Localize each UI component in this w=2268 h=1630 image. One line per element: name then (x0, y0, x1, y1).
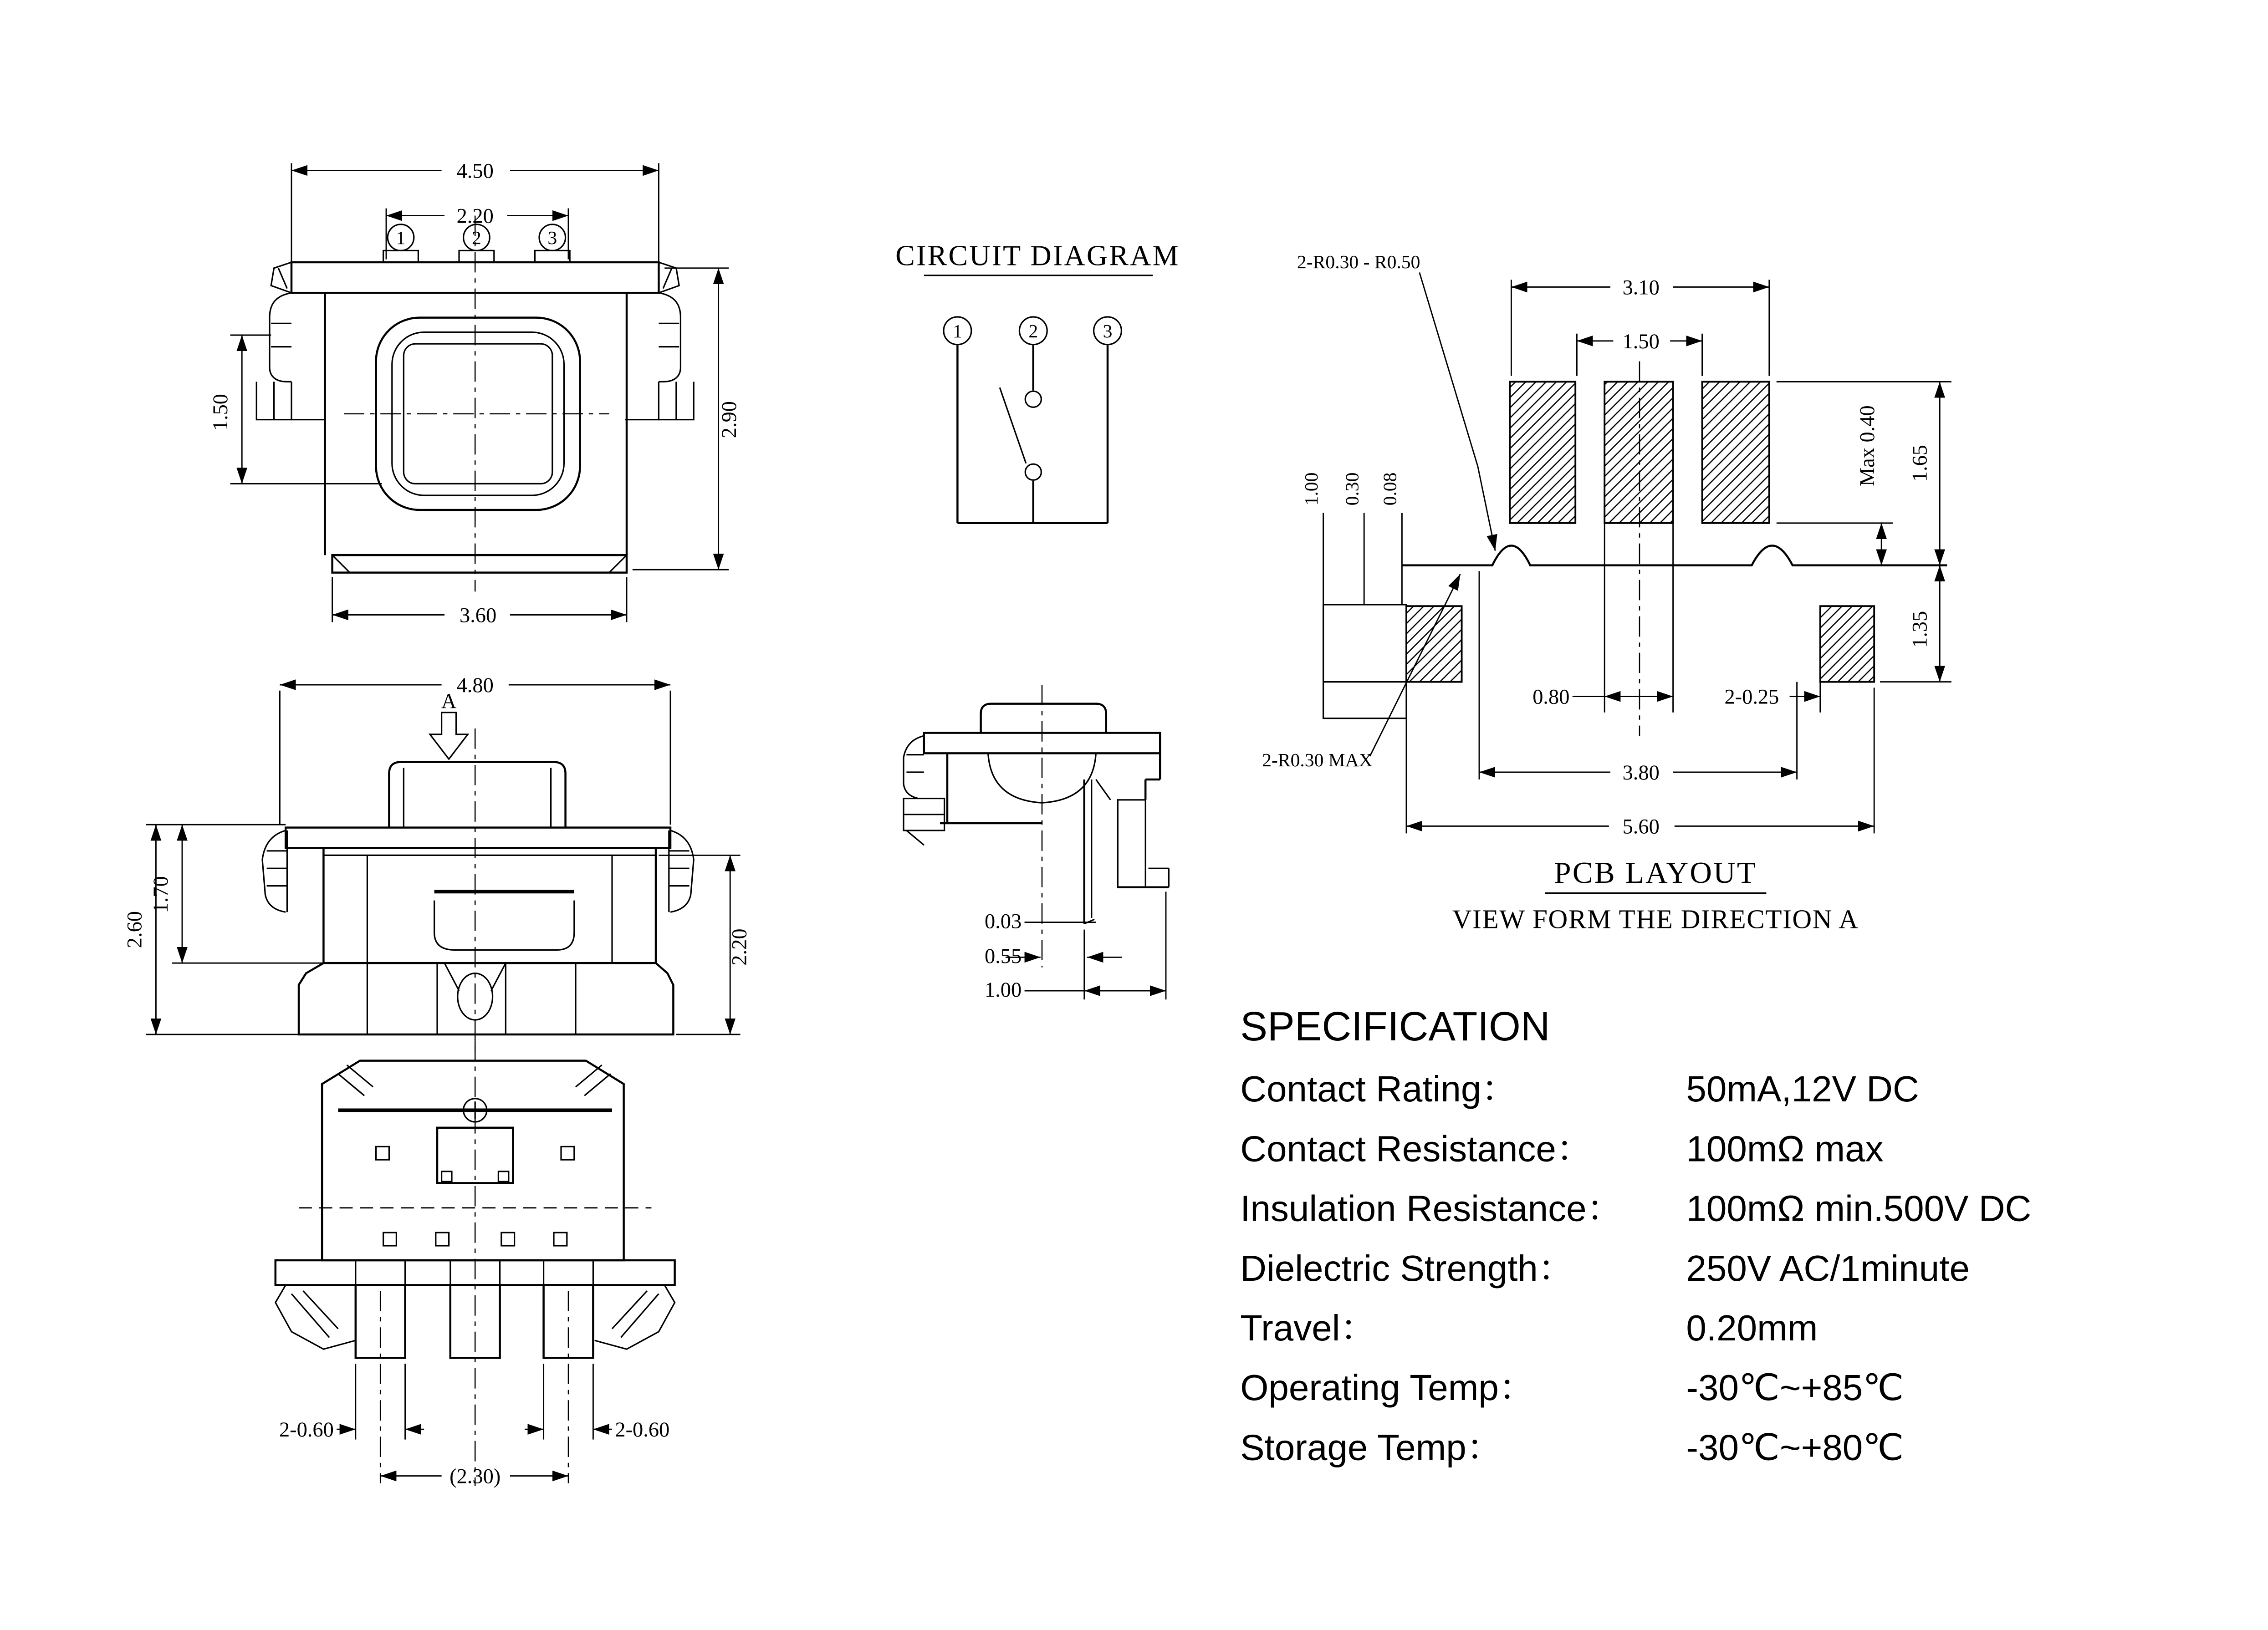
circuit-terminal-1: 1 (953, 320, 962, 341)
spec-label-contact-rating: Contact Rating： (1240, 1069, 1518, 1110)
circuit-terminal-2: 2 (1028, 320, 1038, 341)
spec-value-operating-temp: -30℃~+85℃ (1686, 1367, 1904, 1408)
circuit-terminal-3: 3 (1103, 320, 1113, 341)
front-dim-width-bottom: 3.60 (460, 604, 497, 627)
bottom-left-clip (276, 1285, 356, 1349)
pcb-caption-title: PCB LAYOUT (1554, 856, 1757, 890)
side-dim-220: 2.20 (728, 928, 751, 966)
front-right-clip (625, 293, 694, 419)
direction-a-arrow-icon (430, 713, 468, 759)
spec-value-travel: 0.20mm (1686, 1308, 1818, 1348)
pcb-dim-030: 0.30 (1341, 472, 1363, 506)
section-view (904, 685, 1169, 1002)
pcb-dim-2025: 2-0.25 (1724, 685, 1779, 709)
spec-title: SPECIFICATION (1240, 1003, 1550, 1049)
side-dim-260: 2.60 (123, 911, 147, 948)
circuit-diagram (895, 239, 1180, 523)
front-terminal-2: 2 (472, 227, 481, 248)
side-dim-480: 4.80 (456, 674, 494, 697)
spec-label-storage-temp: Storage Temp： (1240, 1427, 1503, 1468)
spec-label-contact-resistance: Contact Resistance： (1240, 1128, 1593, 1169)
specification (1240, 1003, 2031, 1468)
pcb-caption-subtitle: VIEW FORM THE DIRECTION A (1452, 904, 1859, 934)
spec-value-storage-temp: -30℃~+80℃ (1686, 1427, 1904, 1468)
pcb-note-radius-top: 2-R0.30 - R0.50 (1297, 251, 1420, 272)
pcb-pad-top-center (1604, 382, 1673, 523)
pcb-dim-008: 0.08 (1379, 472, 1400, 506)
spec-label-insulation-resistance: Insulation Resistance： (1240, 1188, 1623, 1229)
front-view (209, 159, 741, 627)
front-terminal-1: 1 (396, 227, 406, 248)
bottom-dim-center: (2.30) (450, 1465, 501, 1488)
pcb-dim-560: 5.60 (1622, 815, 1660, 839)
front-terminal-3: 3 (547, 227, 557, 248)
pcb-dim-080: 0.80 (1532, 685, 1570, 709)
front-dim-height-right: 2.90 (718, 401, 741, 438)
section-dim-003: 0.03 (985, 910, 1022, 933)
spec-label-dielectric-strength: Dielectric Strength： (1240, 1248, 1574, 1289)
pcb-layout (1262, 251, 1951, 934)
pcb-dim-165: 1.65 (1908, 445, 1932, 482)
spec-label-operating-temp: Operating Temp： (1240, 1367, 1535, 1408)
spec-label-travel: Travel： (1240, 1308, 1377, 1348)
pcb-pad-top-left (1510, 382, 1575, 523)
spec-value-insulation-resistance: 100mΩ min.500V DC (1686, 1188, 2032, 1229)
front-left-clip (256, 293, 325, 419)
front-dim-width-top: 4.50 (456, 159, 494, 183)
pcb-note-radius-bottom: 2-R0.30 MAX (1262, 749, 1373, 771)
side-view (123, 674, 751, 1052)
pcb-dim-310: 3.10 (1622, 276, 1660, 300)
section-dim-100: 1.00 (985, 978, 1022, 1002)
side-left-clip (262, 830, 287, 912)
front-dim-height-left: 1.50 (209, 394, 233, 431)
circuit-title: CIRCUIT DIAGRAM (895, 239, 1180, 272)
bottom-dim-right: 2-0.60 (615, 1418, 670, 1442)
spec-value-contact-rating: 50mA,12V DC (1686, 1069, 1919, 1110)
side-right-clip (669, 830, 694, 912)
pcb-dim-max040: Max 0.40 (1856, 405, 1880, 487)
front-dim-width-terminals: 2.20 (456, 204, 494, 228)
pcb-dim-380: 3.80 (1622, 761, 1660, 784)
section-dim-055: 0.55 (985, 945, 1022, 968)
pcb-dim-150: 1.50 (1622, 330, 1660, 353)
pcb-dim-135: 1.35 (1908, 611, 1932, 648)
pcb-dim-100-offset: 1.00 (1300, 472, 1322, 506)
pcb-pad-top-right (1702, 382, 1769, 523)
pcb-pad-bottom-left (1406, 606, 1462, 682)
spec-value-contact-resistance: 100mΩ max (1686, 1128, 1884, 1169)
pcb-pad-bottom-right (1820, 606, 1874, 682)
bottom-view (276, 1040, 675, 1488)
bottom-dim-left: 2-0.60 (279, 1418, 334, 1442)
spec-value-dielectric-strength: 250V AC/1minute (1686, 1248, 1970, 1289)
bottom-right-clip (595, 1285, 675, 1349)
side-direction-label: A (441, 690, 457, 713)
side-dim-170: 1.70 (149, 876, 173, 913)
